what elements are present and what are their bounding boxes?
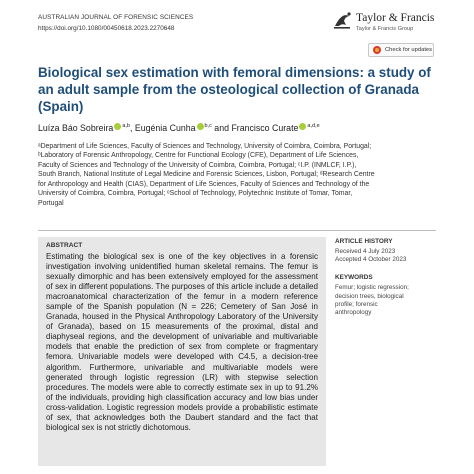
check-for-updates-button[interactable] [368,43,434,57]
keyword-line: anthropology [335,309,372,317]
title-line: Biological sex estimation with femoral dimensions: a study of [38,65,431,80]
author-affiliation-marks: a,b [122,123,130,129]
affiliation-line: ᵇLaboratory of Forensic Anthropology, Centre for Functional Ecology (CFE), Department of Life Sciences, [38,152,359,160]
keyword-line: decision trees, biological [335,292,404,300]
affiliation-line: Portugal [38,199,64,207]
author-name[interactable]: Francisco Curate [231,123,299,133]
section-divider [38,230,436,231]
keyword-line: Femur; logistic regression; [335,284,409,292]
author-name[interactable]: Luíza Báo Sobreira [38,123,114,133]
affiliation-line: University of Coimbra, Coimbra, Portugal; ᵉSchool of Technology, Polytechnic Institute of Tomar, Tomar, [38,190,353,198]
publisher-block [331,8,451,42]
affiliation-line: ᵃDepartment of Life Sciences, Faculty of Sciences and Technology, University of Coimbra, Coimbra, Portugal; [38,143,372,150]
title-line: (Spain) [38,99,84,114]
affiliation-line: for Anthropology and Health (CIAS), Department of Life Sciences, Faculty of Sciences and Technology of the [38,180,370,188]
accepted-date: Accepted 4 October 2023 [335,256,407,264]
journal-name: AUSTRALIAN JOURNAL OF FORENSIC SCIENCES [38,14,194,21]
orcid-icon[interactable] [197,123,204,130]
affiliation-line: Faculty of Sciences and Technology of the University of Coimbra, Coimbra, Portugal; ᶜI.P. (INMLCF, I.P.), [38,161,357,169]
author-affiliation-marks: a,d,e [307,123,320,129]
affiliation-line: South Branch, National Institute of Legal Medicine and Forensic Sciences, Lisbon, Portugal; ᵈResearch Centre [38,171,375,179]
affiliations [38,142,440,208]
check-for-updates-label: Check for updates [385,47,433,53]
title-line: an adult sample from the osteological collection of Granada [38,82,419,97]
orcid-icon[interactable] [299,123,306,130]
article-history-heading: ARTICLE HISTORY [335,238,393,245]
abstract-heading: ABSTRACT [46,242,83,249]
publisher-name: Taylor & Francis [356,12,435,24]
doi-link[interactable]: https://doi.org/10.1080/00450618.2023.2270648 [38,25,175,32]
author-separator: and [211,123,232,133]
publisher-group: Taylor & Francis Group [356,26,414,32]
author-affiliation-marks: b,c [204,123,212,129]
author-list [38,123,458,133]
keywords-heading: KEYWORDS [335,274,373,282]
article-title [38,64,438,115]
keyword-line: profile; forensic [335,300,378,308]
author-separator: , [129,123,135,133]
orcid-icon[interactable] [114,123,121,130]
crossmark-icon [373,46,381,54]
taylor-francis-logo-icon [331,9,353,31]
received-date: Received 4 July 2023 [335,248,396,255]
abstract-text: Estimating the biological sex is one of the key objectives in a forensic investigation involving unidentified human skeletal remains. The femur is sexually dimorphic and has been extensively employed for the assessment of sex in different populations. The purposes of this article include a detailed macroanatomical characterization of the femur in a modern reference sample of the Spanish population (N = 226; Cemetery of San José in Granada, housed in the Physical Anthropology Laboratory of the University of Granada), based on 15 measurements of the proximal, distal and diaphyseal regions, and the development of univariable and multivariable models that enable the prediction of sex from complete or fragmentary femora. Univariable models were developed with C4.5, a decision-tree algorithm. Furthermore, univariable and multivariable models were generated through logistic regression (LR) with stepwise selection procedures. The models were able to correctly estimate sex in up to 91.2% of the individuals, providing high classification accuracy and low bias under cross-validation. Logistic regression models provide a probabilistic estimate of sex, that acknowledges both the Daubert standard and the fact that biological sex is not strictly dichotomous. [46,252,318,432]
article-sidebar [335,238,445,317]
abstract-box [38,237,326,466]
author-name[interactable]: Eugénia Cunha [134,123,196,133]
